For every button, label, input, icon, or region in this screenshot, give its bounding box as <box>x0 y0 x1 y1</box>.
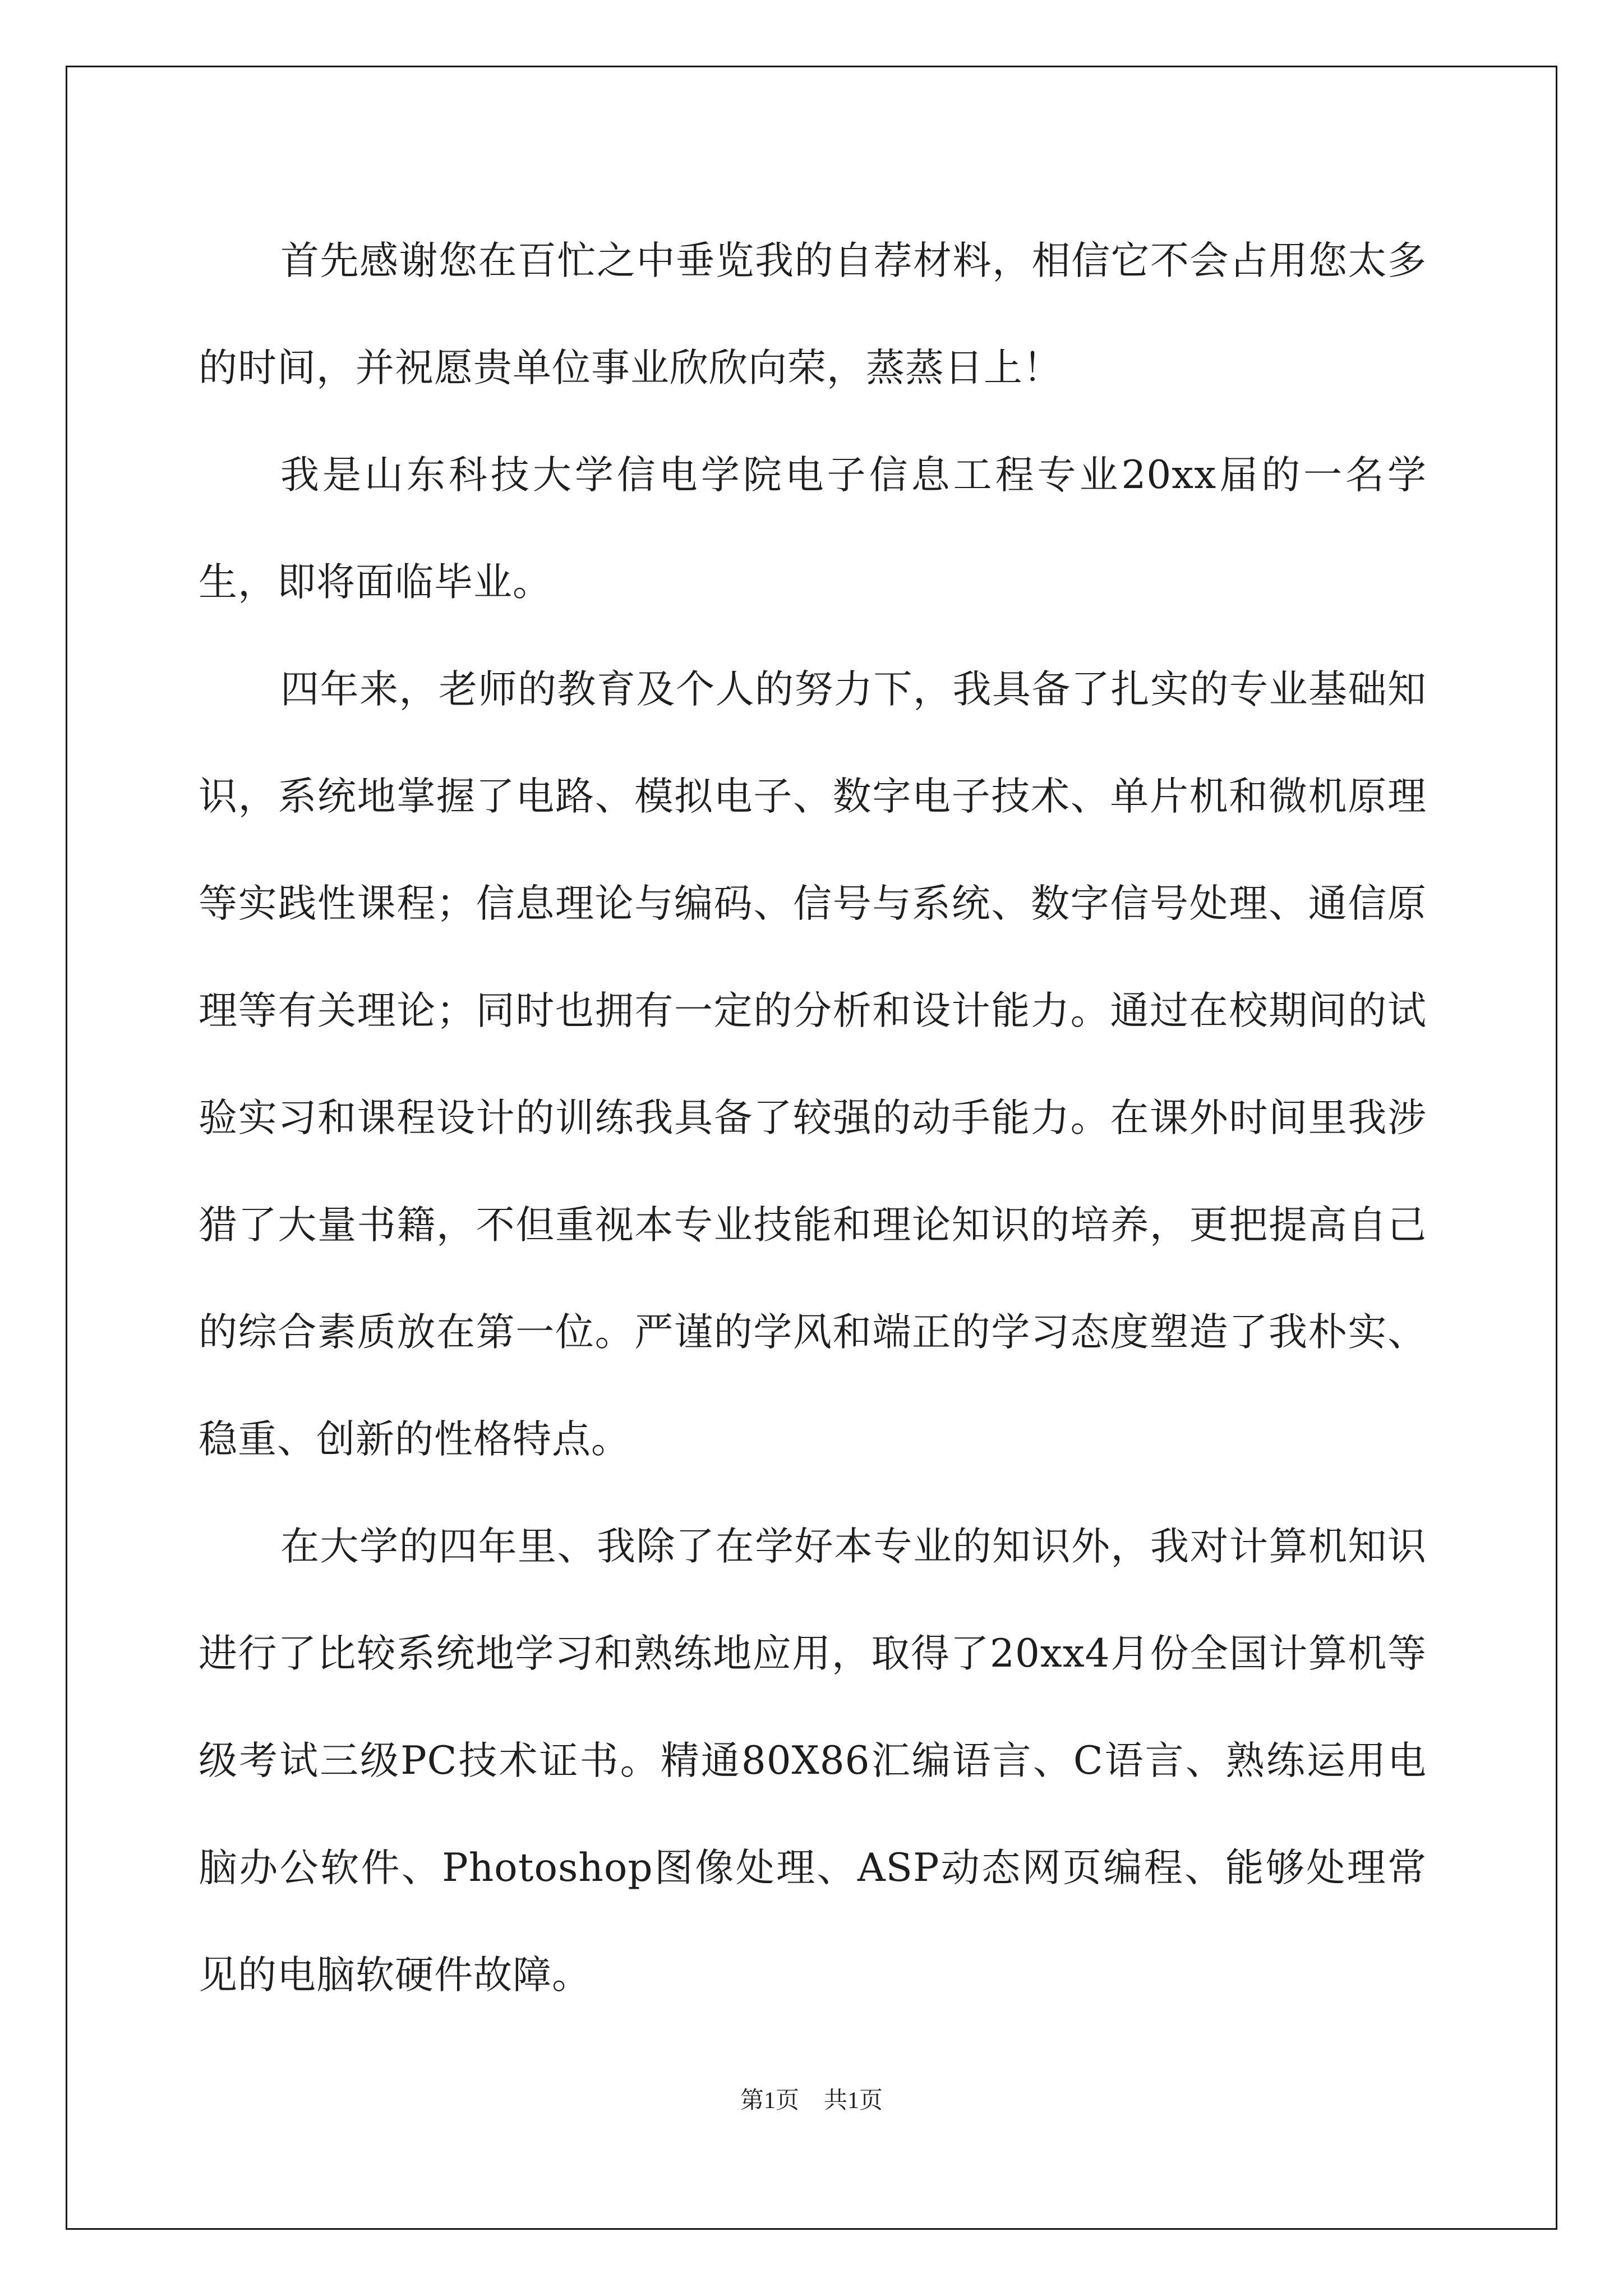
page-footer <box>0 2084 1623 2118</box>
paragraph-greeting: 首先感谢您在百忙之中垂览我的自荐材料，相信它不会占用您太多的时间，并祝愿贵单位事业欣欣向荣，蒸蒸日上！ <box>199 238 1427 390</box>
paragraph-computer-skills: 在大学的四年里、我除了在学好本专业的知识外，我对计算机知识进行了比较系统地学习和熟练地应用，取得了20xx4月份全国计算机等级考试三级PC技术证书。精通80X86汇编语言、C语言、熟练运用电脑办公软件、Photoshop图像处理、ASP动态网页编程、能够处理常见的电脑软硬件故障。 <box>199 1524 1427 1998</box>
page-number-total: 共1页 <box>824 2088 883 2114</box>
document-body <box>199 208 1427 2029</box>
paragraph-introduction: 我是山东科技大学信电学院电子信息工程专业20xx届的一名学生，即将面临毕业。 <box>199 453 1427 605</box>
page-number-current: 第1页 <box>740 2088 799 2114</box>
paragraph-education: 四年来，老师的教育及个人的努力下，我具备了扎实的专业基础知识，系统地掌握了电路、模拟电子、数字电子技术、单片机和微机原理等实践性课程；信息理论与编码、信号与系统、数字信号处理、通信原理等有关理论；同时也拥有一定的分析和设计能力。通过在校期间的试验实习和课程设计的训练我具备了较强的动手能力。在课外时间里我涉猎了大量书籍，不但重视本专业技能和理论知识的培养，更把提高自己的综合素质放在第一位。严谨的学风和端正的学习态度塑造了我朴实、稳重、创新的性格特点。 <box>199 667 1427 1462</box>
